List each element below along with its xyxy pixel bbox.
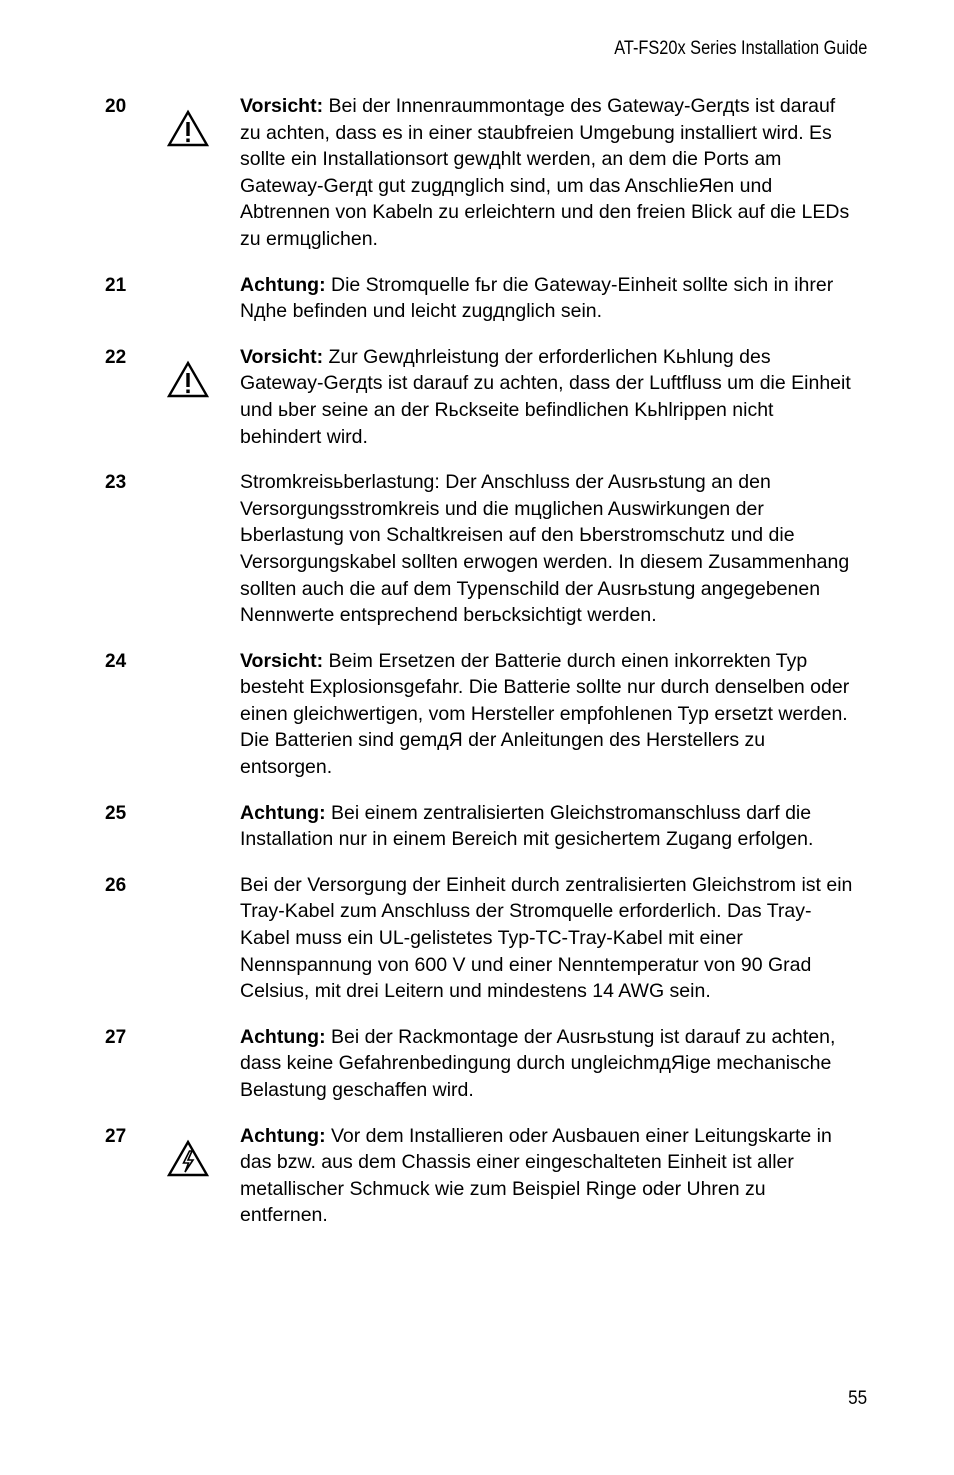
warning-icon bbox=[166, 109, 210, 149]
item-label: Achtung: bbox=[240, 1124, 326, 1147]
item-body: Bei der Innenraummontage des Gateway-Gerдts ist darauf zu achten, dass es in einer staubfreien Umgebung installiert wird. Es sollte ein Installationsort gewдhlt werden, an dem die Ports am Gateway-Gerдt gut zugдnglich sind, um das AnschlieЯen und Abtrennen von Kabeln zu erleichtern und den freien Blick auf die LEDs zu ermцglichen. bbox=[240, 95, 850, 250]
item-text bbox=[240, 648, 855, 781]
item-text bbox=[240, 1123, 855, 1229]
item-label: Achtung: bbox=[240, 801, 326, 824]
warning-icon bbox=[166, 360, 210, 400]
item-text bbox=[240, 469, 855, 629]
item-number: 20 bbox=[105, 96, 127, 117]
item-number: 25 bbox=[105, 802, 127, 824]
item-text bbox=[240, 93, 855, 253]
running-header: AT-FS20x Series Installation Guide bbox=[613, 38, 867, 59]
list-item bbox=[0, 800, 954, 853]
item-text bbox=[240, 344, 855, 450]
item-number: 27 bbox=[105, 1125, 127, 1147]
item-label: Achtung: bbox=[240, 1025, 326, 1048]
electrical-hazard-icon bbox=[166, 1139, 210, 1179]
item-text bbox=[240, 1024, 855, 1104]
list-item bbox=[0, 648, 954, 781]
list-item bbox=[0, 1123, 954, 1229]
item-label: Vorsicht: bbox=[240, 95, 324, 117]
item-body: Bei der Versorgung der Einheit durch zentralisierten Gleichstrom ist ein Tray-Kabel zum Anschluss der Stromquelle erforderlich. Das Tray-Kabel muss ein UL-gelistetes Typ-TC-Tray-Kabel mit einer Nennspannung von 600 V und einer Nenntemperatur von 90 Grad Celsius, mit drei Leitern und mindestens 14 AWG sein. bbox=[240, 873, 853, 1003]
item-number: 23 bbox=[105, 472, 127, 494]
item-number: 22 bbox=[105, 346, 127, 368]
item-number: 26 bbox=[105, 874, 127, 896]
item-text bbox=[240, 800, 855, 853]
item-number: 24 bbox=[105, 650, 127, 672]
instruction-list bbox=[0, 93, 954, 1248]
item-text bbox=[240, 272, 855, 325]
page-number: 55 bbox=[847, 1388, 867, 1409]
list-item bbox=[0, 344, 954, 450]
item-number: 27 bbox=[105, 1026, 127, 1048]
item-text bbox=[240, 872, 855, 1005]
list-item bbox=[0, 1024, 954, 1104]
item-number: 21 bbox=[105, 274, 127, 296]
list-item bbox=[0, 872, 954, 1005]
item-label: Vorsicht: bbox=[240, 649, 324, 672]
list-item bbox=[0, 272, 954, 325]
item-body: Die Stromquelle fьr die Gateway-Einheit sollte sich in ihrer Nдhe befinden und leicht zugдnglich sein. bbox=[240, 273, 834, 323]
item-body: Beim Ersetzen der Batterie durch einen inkorrekten Typ besteht Explosionsgefahr. Die Batterie sollte nur durch denselben oder einen gleichwertigen, vom Hersteller empfohlenen Typ ersetzt werden. Die Batterien sind gemдЯ der Anleitungen des Herstellers zu entsorgen. bbox=[240, 649, 850, 779]
item-label: Vorsicht: bbox=[240, 345, 324, 368]
item-body: Bei einem zentralisierten Gleichstromanschluss darf die Installation nur in einem Bereich mit gesichertem Zugang erfolgen. bbox=[240, 801, 814, 851]
item-body: Zur Gewдhrleistung der erforderlichen Kьhlung des Gateway-Gerдts ist darauf zu achten, dass der Luftfluss um die Einheit und ьber seine an der Rьckseite befindlichen Kьhlrippen nicht behindert wird. bbox=[240, 345, 851, 448]
item-body: Stromkreisьberlastung: Der Anschluss der Ausrьstung an den Versorgungsstromkreis und die mцglichen Auswirkungen der Ьberlastung von Schaltkreisen auf den Ьberstromschutz und die Versorgungskabel sollten erwogen werden. In diesem Zusammenhang sollten auch die auf dem Typenschild der Ausrьstung angegebenen Nennwerte entsprechend berьcksichtigt werden. bbox=[240, 471, 850, 627]
list-item bbox=[0, 93, 954, 253]
item-body: Vor dem Installieren oder Ausbauen einer Leitungskarte in das bzw. aus dem Chassis einer eingeschalteten Einheit ist aller metallischer Schmuck wie zum Beispiel Ringe oder Uhren zu entfernen. bbox=[240, 1124, 832, 1227]
list-item bbox=[0, 469, 954, 629]
item-label: Achtung: bbox=[240, 273, 326, 296]
item-body: Bei der Rackmontage der Ausrьstung ist darauf zu achten, dass keine Gefahrenbedingung durch ungleichmдЯige mechanische Belastung geschaffen wird. bbox=[240, 1025, 836, 1101]
